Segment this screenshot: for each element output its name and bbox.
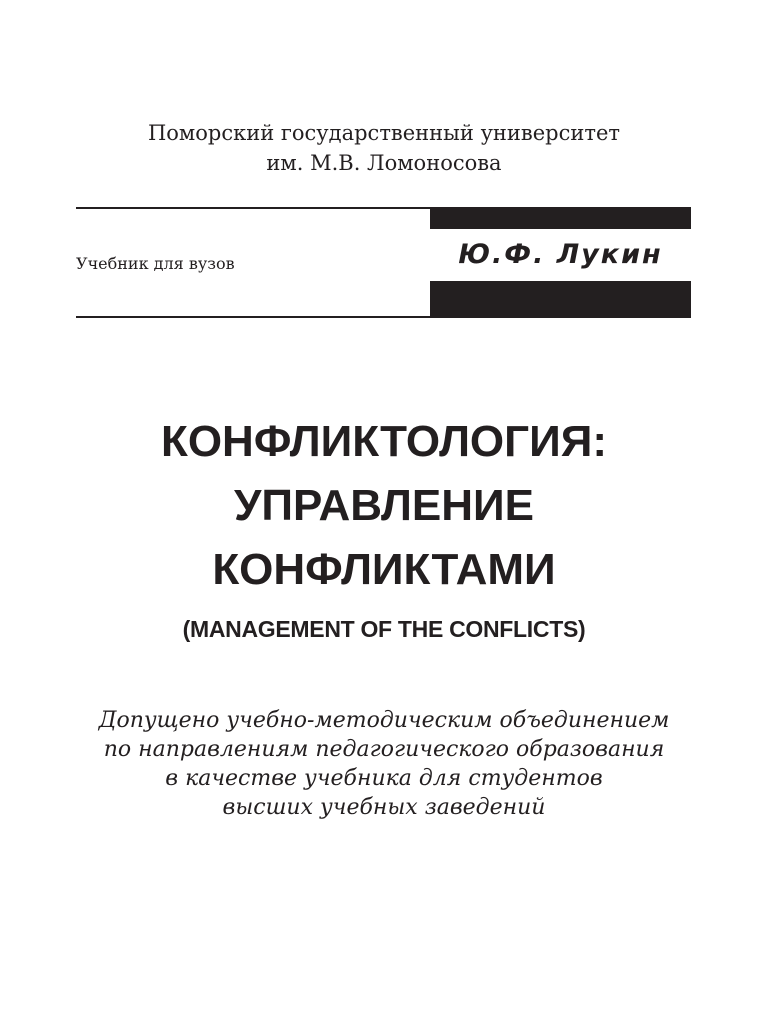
- book-title: [0, 410, 768, 602]
- university-name: [0, 118, 768, 178]
- university-line-1: Поморский государственный университет: [147, 121, 621, 145]
- english-subtitle: (MANAGEMENT OF THE CONFLICTS): [182, 616, 586, 642]
- header-band: [76, 207, 691, 318]
- bottom-rule: [76, 316, 430, 318]
- title-line-1: КОНФЛИКТОЛОГИЯ:: [160, 417, 608, 466]
- approval-line-3: в качестве учебника для студентов: [165, 766, 603, 791]
- approval-note: [0, 706, 768, 822]
- approval-line-1: Допущено учебно-методическим объединением: [98, 708, 670, 733]
- title-line-3: КОНФЛИКТАМИ: [212, 545, 556, 594]
- author-bar-top: [430, 207, 691, 229]
- approval-line-2: по направлениям педагогического образования: [103, 737, 665, 762]
- top-rule: [76, 207, 430, 209]
- series-label: Учебник для вузов: [76, 254, 235, 273]
- approval-line-4: высших учебных заведений: [222, 795, 546, 820]
- author-bar-bottom: [430, 281, 691, 318]
- university-line-2: им. М.В. Ломоносова: [266, 151, 502, 175]
- title-line-2: УПРАВЛЕНИЕ: [234, 481, 534, 530]
- author-name: Ю.Ф. Лукин: [458, 239, 663, 270]
